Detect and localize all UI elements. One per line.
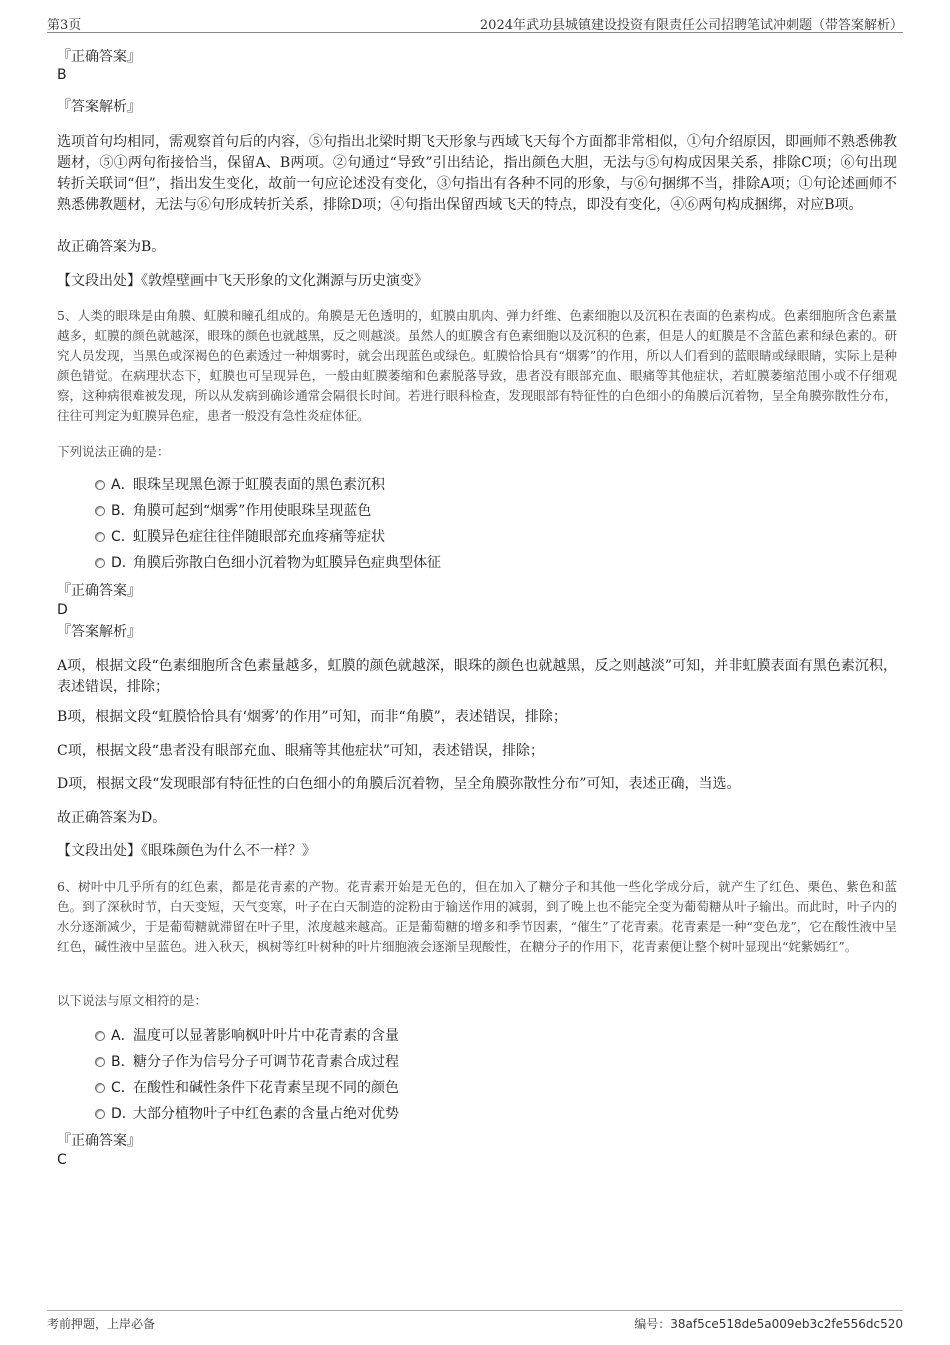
option-text: 虹膜异色症往往伴随眼部充血疼痛等症状: [133, 529, 385, 545]
q5-option-c[interactable]: [95, 525, 385, 549]
option-key: D．: [111, 1106, 136, 1122]
option-key: B．: [111, 503, 135, 519]
radio-icon[interactable]: [95, 532, 105, 542]
q5-source: 【文段出处】《眼珠颜色为什么不一样？》: [57, 843, 316, 859]
q4-source: 【文段出处】《敦煌壁画中飞天形象的文化渊源与历史演变》: [57, 273, 428, 289]
q6-answer: C: [57, 1152, 67, 1168]
q4-answer-label: 『正确答案』: [57, 49, 141, 65]
option-key: B．: [111, 1054, 135, 1070]
q6-question: 以下说法与原文相符的是：: [57, 993, 208, 1008]
document-title: 2024年武功县城镇建设投资有限责任公司招聘笔试冲刺题（带答案解析）: [479, 18, 903, 33]
page-header: [47, 14, 903, 33]
radio-icon[interactable]: [95, 1031, 105, 1041]
q5-option-b[interactable]: [95, 499, 371, 523]
page-footer: [47, 1310, 903, 1333]
q5-conclusion: 故正确答案为D。: [57, 810, 167, 826]
q5-answer: D: [57, 602, 68, 618]
q6-option-c[interactable]: [95, 1076, 399, 1100]
option-key: A．: [111, 477, 135, 493]
option-key: A．: [111, 1028, 135, 1044]
option-text: 糖分子作为信号分子可调节花青素合成过程: [133, 1054, 399, 1070]
q5-passage: 5、人类的眼珠是由角膜、虹膜和瞳孔组成的。角膜是无色透明的，虹膜由肌肉、弹力纤维、色素细胞以及沉积在表面的色素构成。色素细胞所含色素量越多，虹膜的颜色就越深，眼珠的颜色也就越黑，反之则越淡。虽然人的虹膜含有色素细胞以及沉积的色素，但是人的虹膜是不含蓝色素和绿色素的。研究人员发现，当黑色或深褐色的色素透过一种烟雾时，就会出现蓝色或绿色。虹膜恰恰具有“烟雾”的作用，所以人们看到的蓝眼睛或绿眼睛，实际上是种颜色错觉。在病理状态下，虹膜也可呈现异色，一般由虹膜萎缩和色素脱落导致，患者没有眼部充血、眼痛等其他症状，若虹膜萎缩范围小或不仔细观察，这种病很难被发现，所以从发病到确诊通常会隔很长时间。若进行眼科检查，发现眼部有特征性的白色细小的角膜后沉着物，呈全角膜弥散性分布，往往可判定为虹膜异色症，患者一般没有急性炎症体征。: [57, 308, 897, 423]
option-text: 眼珠呈现黑色源于虹膜表面的黑色素沉积: [133, 477, 385, 493]
radio-icon[interactable]: [95, 506, 105, 516]
q5-option-d[interactable]: [95, 551, 441, 575]
option-key: C．: [111, 1080, 135, 1096]
radio-icon[interactable]: [95, 558, 105, 568]
q4-answer: B: [57, 67, 67, 83]
q6-option-a[interactable]: [95, 1024, 399, 1048]
q6-answer-label: 『正确答案』: [57, 1133, 141, 1149]
radio-icon[interactable]: [95, 1083, 105, 1093]
page-number: 第3页: [47, 18, 82, 33]
option-text: 角膜后弥散白色细小沉着物为虹膜异色症典型体征: [133, 555, 441, 571]
q6-option-d[interactable]: [95, 1102, 399, 1126]
option-key: C．: [111, 529, 135, 545]
radio-icon[interactable]: [95, 1057, 105, 1067]
q6-passage: 6、树叶中几乎所有的红色素，都是花青素的产物。花青素开始是无色的，但在加入了糖分子和其他一些化学成分后，就产生了红色、栗色、紫色和蓝色。到了深秋时节，白天变短，天气变寒，叶子在白天制造的淀粉由于输送作用的减弱，到了晚上也不能完全变为葡萄糖从叶子输出。而此时，叶子内的水分逐渐减少，于是葡萄糖就滞留在叶子里，浓度越来越高。正是葡萄糖的增多和季节因素，“催生”了花青素。花青素是一种“变色龙”，它在酸性液中呈红色，碱性液中呈蓝色。进入秋天，枫树等红叶树种的叶片细胞液会逐渐呈现酸性，在糖分子的作用下，花青素便让整个树叶显现出“姹紫嫣红”。: [57, 879, 897, 954]
q5-answer-label: 『正确答案』: [57, 583, 141, 599]
option-key: D．: [111, 555, 136, 571]
q5-analysis-label: 『答案解析』: [57, 624, 141, 640]
q5-option-a[interactable]: [95, 473, 385, 497]
q4-conclusion: 故正确答案为B。: [57, 239, 166, 255]
q5-question: 下列说法正确的是：: [57, 444, 170, 459]
q5-analysis-d: D项，根据文段“发现眼部有特征性的白色细小的角膜后沉着物，呈全角膜弥散性分布”可知，表述正确，当选。: [57, 776, 741, 792]
q4-analysis-label: 『答案解析』: [57, 99, 141, 115]
option-text: 角膜可起到“烟雾”作用使眼珠呈现蓝色: [133, 503, 372, 519]
q5-analysis-a: A项，根据文段“色素细胞所含色素量越多，虹膜的颜色就越深，眼珠的颜色也就越黑，反之则越淡”可知，并非虹膜表面有黑色素沉积，表述错误，排除；: [57, 658, 897, 695]
option-text: 大部分植物叶子中红色素的含量占绝对优势: [133, 1106, 399, 1122]
q5-analysis-c: C项，根据文段“患者没有眼部充血、眼痛等其他症状”可知，表述错误，排除；: [57, 743, 545, 759]
footer-slogan: 考前押题，上岸必备: [47, 1317, 156, 1331]
q5-analysis-b: B项，根据文段“虹膜恰恰具有‘烟雾’的作用”可知，而非“角膜”，表述错误，排除；: [57, 709, 567, 725]
radio-icon[interactable]: [95, 1109, 105, 1119]
option-text: 在酸性和碱性条件下花青素呈现不同的颜色: [133, 1080, 399, 1096]
radio-icon[interactable]: [95, 480, 105, 490]
option-text: 温度可以显著影响枫叶叶片中花青素的含量: [133, 1028, 399, 1044]
q4-analysis: 选项首句均相同，需观察首句后的内容，⑤句指出北梁时期飞天形象与西域飞天每个方面都非常相似，①句介绍原因，即画师不熟悉佛教题材，⑤①两句衔接恰当，保留A、B两项。②句通过“导致”引出结论，指出颜色大胆，无法与⑤句构成因果关系，排除C项；⑥句出现转折关联词“但”，指出发生变化，故前一句应论述没有变化，③句指出有各种不同的形象，与⑥句捆绑不当，排除A项；①句论述画师不熟悉佛教题材，无法与⑥句形成转折关系，排除D项；④句指出保留西域飞天的特点，即没有变化，④⑥两句构成捆绑，对应B项。: [57, 134, 897, 213]
document-id: 编号：38af5ce518de5a009eb3c2fe556dc520: [634, 1317, 903, 1331]
q6-option-b[interactable]: [95, 1050, 399, 1074]
